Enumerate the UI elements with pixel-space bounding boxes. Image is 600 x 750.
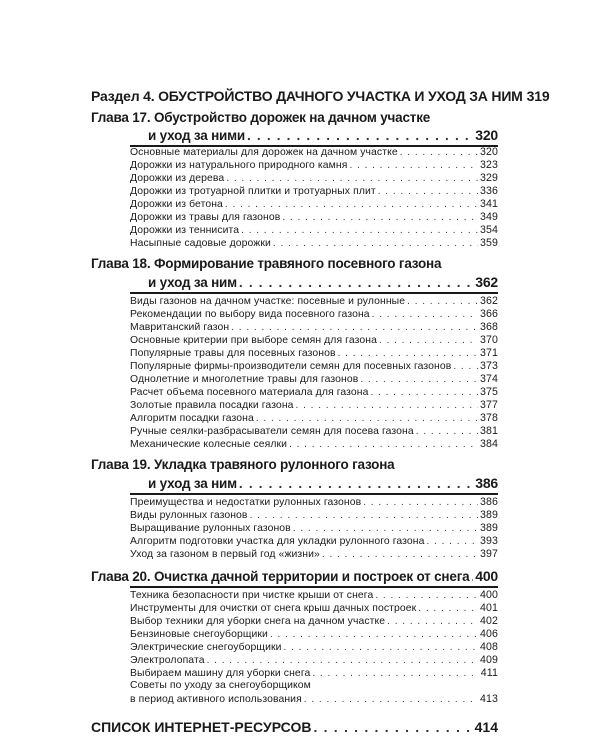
toc-entry[interactable]: [130, 211, 498, 223]
dot-leader: [313, 719, 472, 735]
dot-leader: [256, 413, 478, 424]
chapter-18-line[interactable]: [148, 274, 498, 290]
page-number: 319: [526, 88, 550, 104]
entry-text: Выбираем машину для уборки снега: [130, 668, 311, 679]
chapter-17-title-line2: и уход за ними: [148, 128, 246, 143]
page-number: 349: [480, 211, 498, 223]
entry-text: Выращивание рулонных газонов: [130, 523, 291, 534]
dot-leader: [282, 212, 478, 223]
toc-entry[interactable]: [130, 172, 498, 184]
page-number: 373: [480, 360, 498, 372]
page-number: 408: [480, 641, 498, 653]
toc-entry[interactable]: [130, 146, 498, 158]
toc-entry[interactable]: [130, 602, 498, 614]
page-number: 362: [480, 295, 498, 307]
entry-text: Основные материалы для дорожек на дачном участке: [130, 147, 398, 158]
dot-leader: [239, 476, 473, 491]
page-number: 354: [480, 224, 498, 236]
entry-text: Дорожки из бетона: [130, 199, 223, 210]
toc-entry[interactable]: [130, 628, 498, 640]
page-number: 323: [480, 159, 498, 171]
dot-leader: [400, 147, 478, 158]
page-number: 386: [475, 475, 498, 491]
dot-leader: [360, 374, 478, 385]
page-number: 374: [480, 373, 498, 385]
entry-text: Однолетние и многолетние травы для газонов: [130, 374, 359, 385]
dot-leader: [250, 510, 478, 521]
toc-entry[interactable]: [130, 667, 498, 679]
dot-leader: [289, 439, 478, 450]
page-number: 393: [480, 535, 498, 547]
chapter-underline: [130, 586, 498, 588]
dot-leader: [349, 160, 478, 171]
toc-entry[interactable]: [130, 496, 498, 508]
toc-entry[interactable]: [130, 198, 498, 210]
entry-text: Механические колесные сеялки: [130, 439, 288, 450]
dot-leader: [471, 569, 473, 584]
chapter-underline: [130, 292, 498, 294]
entry-text: Популярные травы для посевных газонов: [130, 348, 336, 359]
dot-leader: [379, 335, 478, 346]
resources-line[interactable]: [91, 719, 498, 735]
entry-text: Дорожки из теннисита: [130, 225, 240, 236]
toc-entry[interactable]: [130, 615, 498, 627]
page-number: 371: [480, 347, 498, 359]
toc-entry[interactable]: [130, 334, 498, 346]
entry-text: Дорожки из дерева: [130, 173, 225, 184]
chapter-19-title[interactable]: [91, 457, 498, 472]
page-number: 378: [480, 412, 498, 424]
toc-entry[interactable]: [130, 159, 498, 171]
toc-entry[interactable]: [130, 589, 498, 601]
dot-leader: [378, 186, 478, 197]
dot-leader: [270, 629, 478, 640]
entry-text: Преимущества и недостатки рулонных газонов: [130, 497, 362, 508]
chapter-18-title-line2: и уход за ним: [148, 275, 237, 290]
dot-leader: [247, 128, 473, 143]
entry-text: Техника безопасности при чистке крыши от снега: [130, 590, 374, 601]
toc-entry[interactable]: [130, 654, 498, 666]
page-number: 406: [480, 628, 498, 640]
entry-text: Электрические снегоуборщики: [130, 642, 282, 653]
page-number: 384: [480, 438, 498, 450]
toc-entry[interactable]: [130, 308, 498, 320]
dot-leader: [418, 603, 478, 614]
toc-entry[interactable]: [130, 373, 498, 385]
page-number: 320: [475, 127, 498, 143]
entry-text: Дорожки из тротуарной плитки и тротуарных плит: [130, 186, 376, 197]
toc-entry[interactable]: [130, 680, 498, 691]
entry-text: Расчет объема посевного материала для газона: [130, 387, 369, 398]
chapter-17-title-line1: Глава 17. Обустройство дорожек на дачном участке: [91, 110, 431, 125]
page-number: 329: [480, 172, 498, 184]
entry-text: Золотые правила посадки газона: [130, 400, 294, 411]
dot-leader: [241, 225, 478, 236]
toc-entry[interactable]: [130, 438, 498, 450]
entry-text: в период активного использования: [130, 694, 302, 705]
page-number: 386: [480, 496, 498, 508]
page-number: 389: [480, 522, 498, 534]
chapter-19-title-line2: и уход за ним: [148, 476, 237, 491]
page-number: 320: [480, 146, 498, 158]
page-number: 341: [480, 198, 498, 210]
chapter-20-line[interactable]: [91, 568, 498, 584]
toc-entry[interactable]: [130, 509, 498, 521]
chapter-20-title: Глава 20. Очистка дачной территории и построек от снега: [91, 569, 470, 584]
toc-entry[interactable]: [130, 548, 498, 560]
page-number: 402: [480, 615, 498, 627]
entry-text: Бензиновые снегоуборщики: [130, 629, 268, 640]
entry-text: Советы по уходу за снегоуборщиком: [130, 680, 311, 691]
dot-leader: [370, 387, 478, 398]
page-number: 359: [480, 237, 498, 249]
entry-text: Насыпные садовые дорожки: [130, 238, 271, 249]
page-number: 413: [480, 693, 498, 705]
chapter-17-title[interactable]: [91, 110, 498, 125]
entry-text: Алгоритм подготовки участка для укладки рулонного газона: [130, 536, 425, 547]
toc-entry[interactable]: [130, 347, 498, 359]
section-4-line[interactable]: [91, 88, 550, 104]
toc-entry[interactable]: [130, 641, 498, 653]
entry-text: Рекомендации по выбору вида посевного газона: [130, 309, 370, 320]
toc-entry[interactable]: [130, 321, 498, 333]
page-number: 370: [480, 334, 498, 346]
toc-entry[interactable]: [130, 425, 498, 437]
dot-leader: [284, 642, 478, 653]
page-number: 397: [480, 548, 498, 560]
section-4-title: Раздел 4. ОБУСТРОЙСТВО ДАЧНОГО УЧАСТКА И УХОД ЗА НИМ: [91, 88, 523, 104]
page-number: 366: [480, 308, 498, 320]
page-number: 362: [475, 274, 498, 290]
dot-leader: [273, 238, 478, 249]
page-number: 400: [475, 568, 498, 584]
toc-entry[interactable]: [130, 386, 498, 398]
dot-leader: [427, 536, 479, 547]
dot-leader: [226, 173, 478, 184]
dot-leader: [296, 400, 478, 411]
chapter-17-line[interactable]: [148, 127, 498, 143]
dot-leader: [304, 694, 478, 705]
entry-text: Дорожки из травы для газонов: [130, 212, 281, 223]
page-number: 411: [480, 667, 498, 679]
toc-entry[interactable]: [130, 185, 498, 197]
toc-entry[interactable]: [130, 535, 498, 547]
dot-leader: [363, 497, 478, 508]
entry-text: Уход за газоном в первый год «жизни»: [130, 549, 320, 560]
dot-leader: [453, 361, 478, 372]
toc-entry[interactable]: [130, 360, 498, 372]
dot-leader: [375, 590, 478, 601]
dot-leader: [207, 655, 478, 666]
dot-leader: [338, 348, 478, 359]
page-number: 389: [480, 509, 498, 521]
toc-entry[interactable]: [130, 237, 498, 249]
toc-entry[interactable]: [130, 412, 498, 424]
dot-leader: [322, 549, 478, 560]
page-number: 381: [480, 425, 498, 437]
dot-leader: [225, 199, 478, 210]
page-number: 414: [474, 719, 498, 735]
dot-leader: [416, 426, 478, 437]
chapter-18-title-line1: Глава 18. Формирование травяного посевного газона: [91, 256, 442, 271]
chapter-underline: [130, 493, 498, 495]
page-number: 409: [480, 654, 498, 666]
dot-leader: [387, 616, 478, 627]
page-number: 377: [480, 399, 498, 411]
chapter-18-title[interactable]: [91, 256, 498, 271]
page-number: 400: [480, 589, 498, 601]
resources-title: СПИСОК ИНТЕРНЕТ-РЕСУРСОВ: [91, 719, 312, 735]
toc-entry[interactable]: [130, 295, 498, 307]
page-number: 401: [480, 602, 498, 614]
dot-leader: [293, 523, 478, 534]
entry-text: Основные критерии при выборе семян для газона: [130, 335, 377, 346]
chapter-19-title-line1: Глава 19. Укладка травяного рулонного газона: [91, 457, 395, 472]
dot-leader: [312, 668, 478, 679]
toc-entry[interactable]: [130, 693, 498, 705]
dot-leader: [407, 296, 478, 307]
entry-text: Мавританский газон: [130, 322, 230, 333]
entry-text: Алгоритм посадки газона: [130, 413, 254, 424]
page-number: 368: [480, 321, 498, 333]
entry-text: Виды рулонных газонов: [130, 510, 248, 521]
page-number: 336: [480, 185, 498, 197]
dot-leader: [239, 275, 473, 290]
entry-text: Инструменты для очистки от снега крыш дачных построек: [130, 603, 417, 614]
toc-entry[interactable]: [130, 522, 498, 534]
entry-text: Популярные фирмы-производители семян для посевных газонов: [130, 361, 452, 372]
entry-text: Выбор техники для уборки снега на дачном участке: [130, 616, 386, 627]
dot-leader: [231, 322, 478, 333]
toc-entry[interactable]: [130, 224, 498, 236]
page-number: 375: [480, 386, 498, 398]
entry-text: Дорожки из натуральнoго природного камня: [130, 160, 348, 171]
entry-text: Виды газонов на дачном участке: посевные и рулонные: [130, 296, 406, 307]
dot-leader: [372, 309, 478, 320]
toc-entry[interactable]: [130, 399, 498, 411]
entry-text: Ручные сеялки-разбрасыватели семян для посева газона: [130, 426, 414, 437]
chapter-19-line[interactable]: [148, 475, 498, 491]
entry-text: Электролопата: [130, 655, 205, 666]
